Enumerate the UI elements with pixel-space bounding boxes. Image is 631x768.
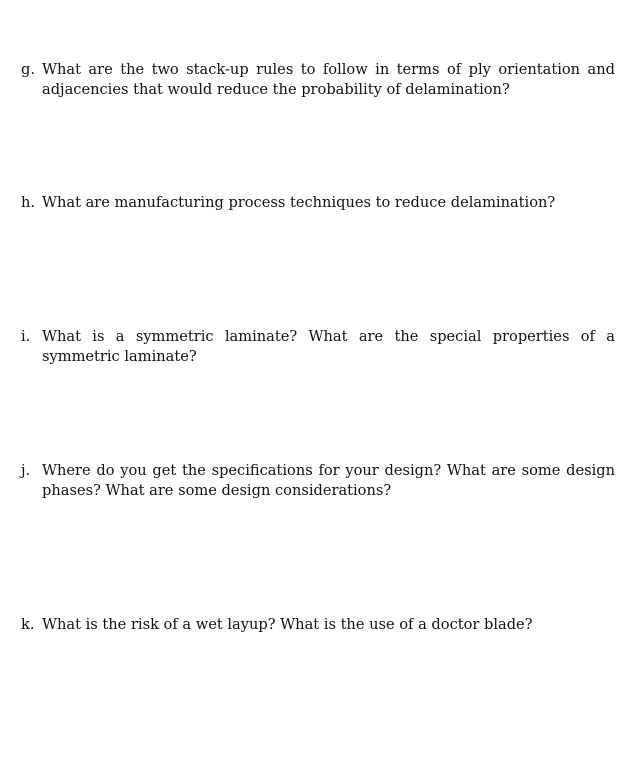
question-text: What are manufacturing process techniques to reduce delamination? [42, 194, 556, 211]
question-letter: g. [21, 61, 35, 78]
question-letter: k. [21, 616, 35, 633]
question-text: What are the two stack-up rules to follow in terms of ply orientation and adjacencies that would reduce the probability of delamination? [42, 61, 615, 98]
question-letter: i. [21, 328, 31, 345]
question-j [21, 461, 615, 500]
question-i [21, 327, 615, 366]
question-text: Where do you get the specifications for your design? What are some design phases? What are some design considerations? [42, 462, 615, 499]
question-letter: j. [21, 462, 31, 479]
question-letter: h. [21, 194, 36, 211]
question-k [21, 615, 615, 635]
question-g [21, 60, 615, 99]
question-h [21, 193, 615, 213]
question-text: What is a symmetric laminate? What are the special properties of a symmetric laminate? [42, 328, 615, 365]
question-text: What is the risk of a wet layup? What is the use of a doctor blade? [42, 616, 533, 633]
